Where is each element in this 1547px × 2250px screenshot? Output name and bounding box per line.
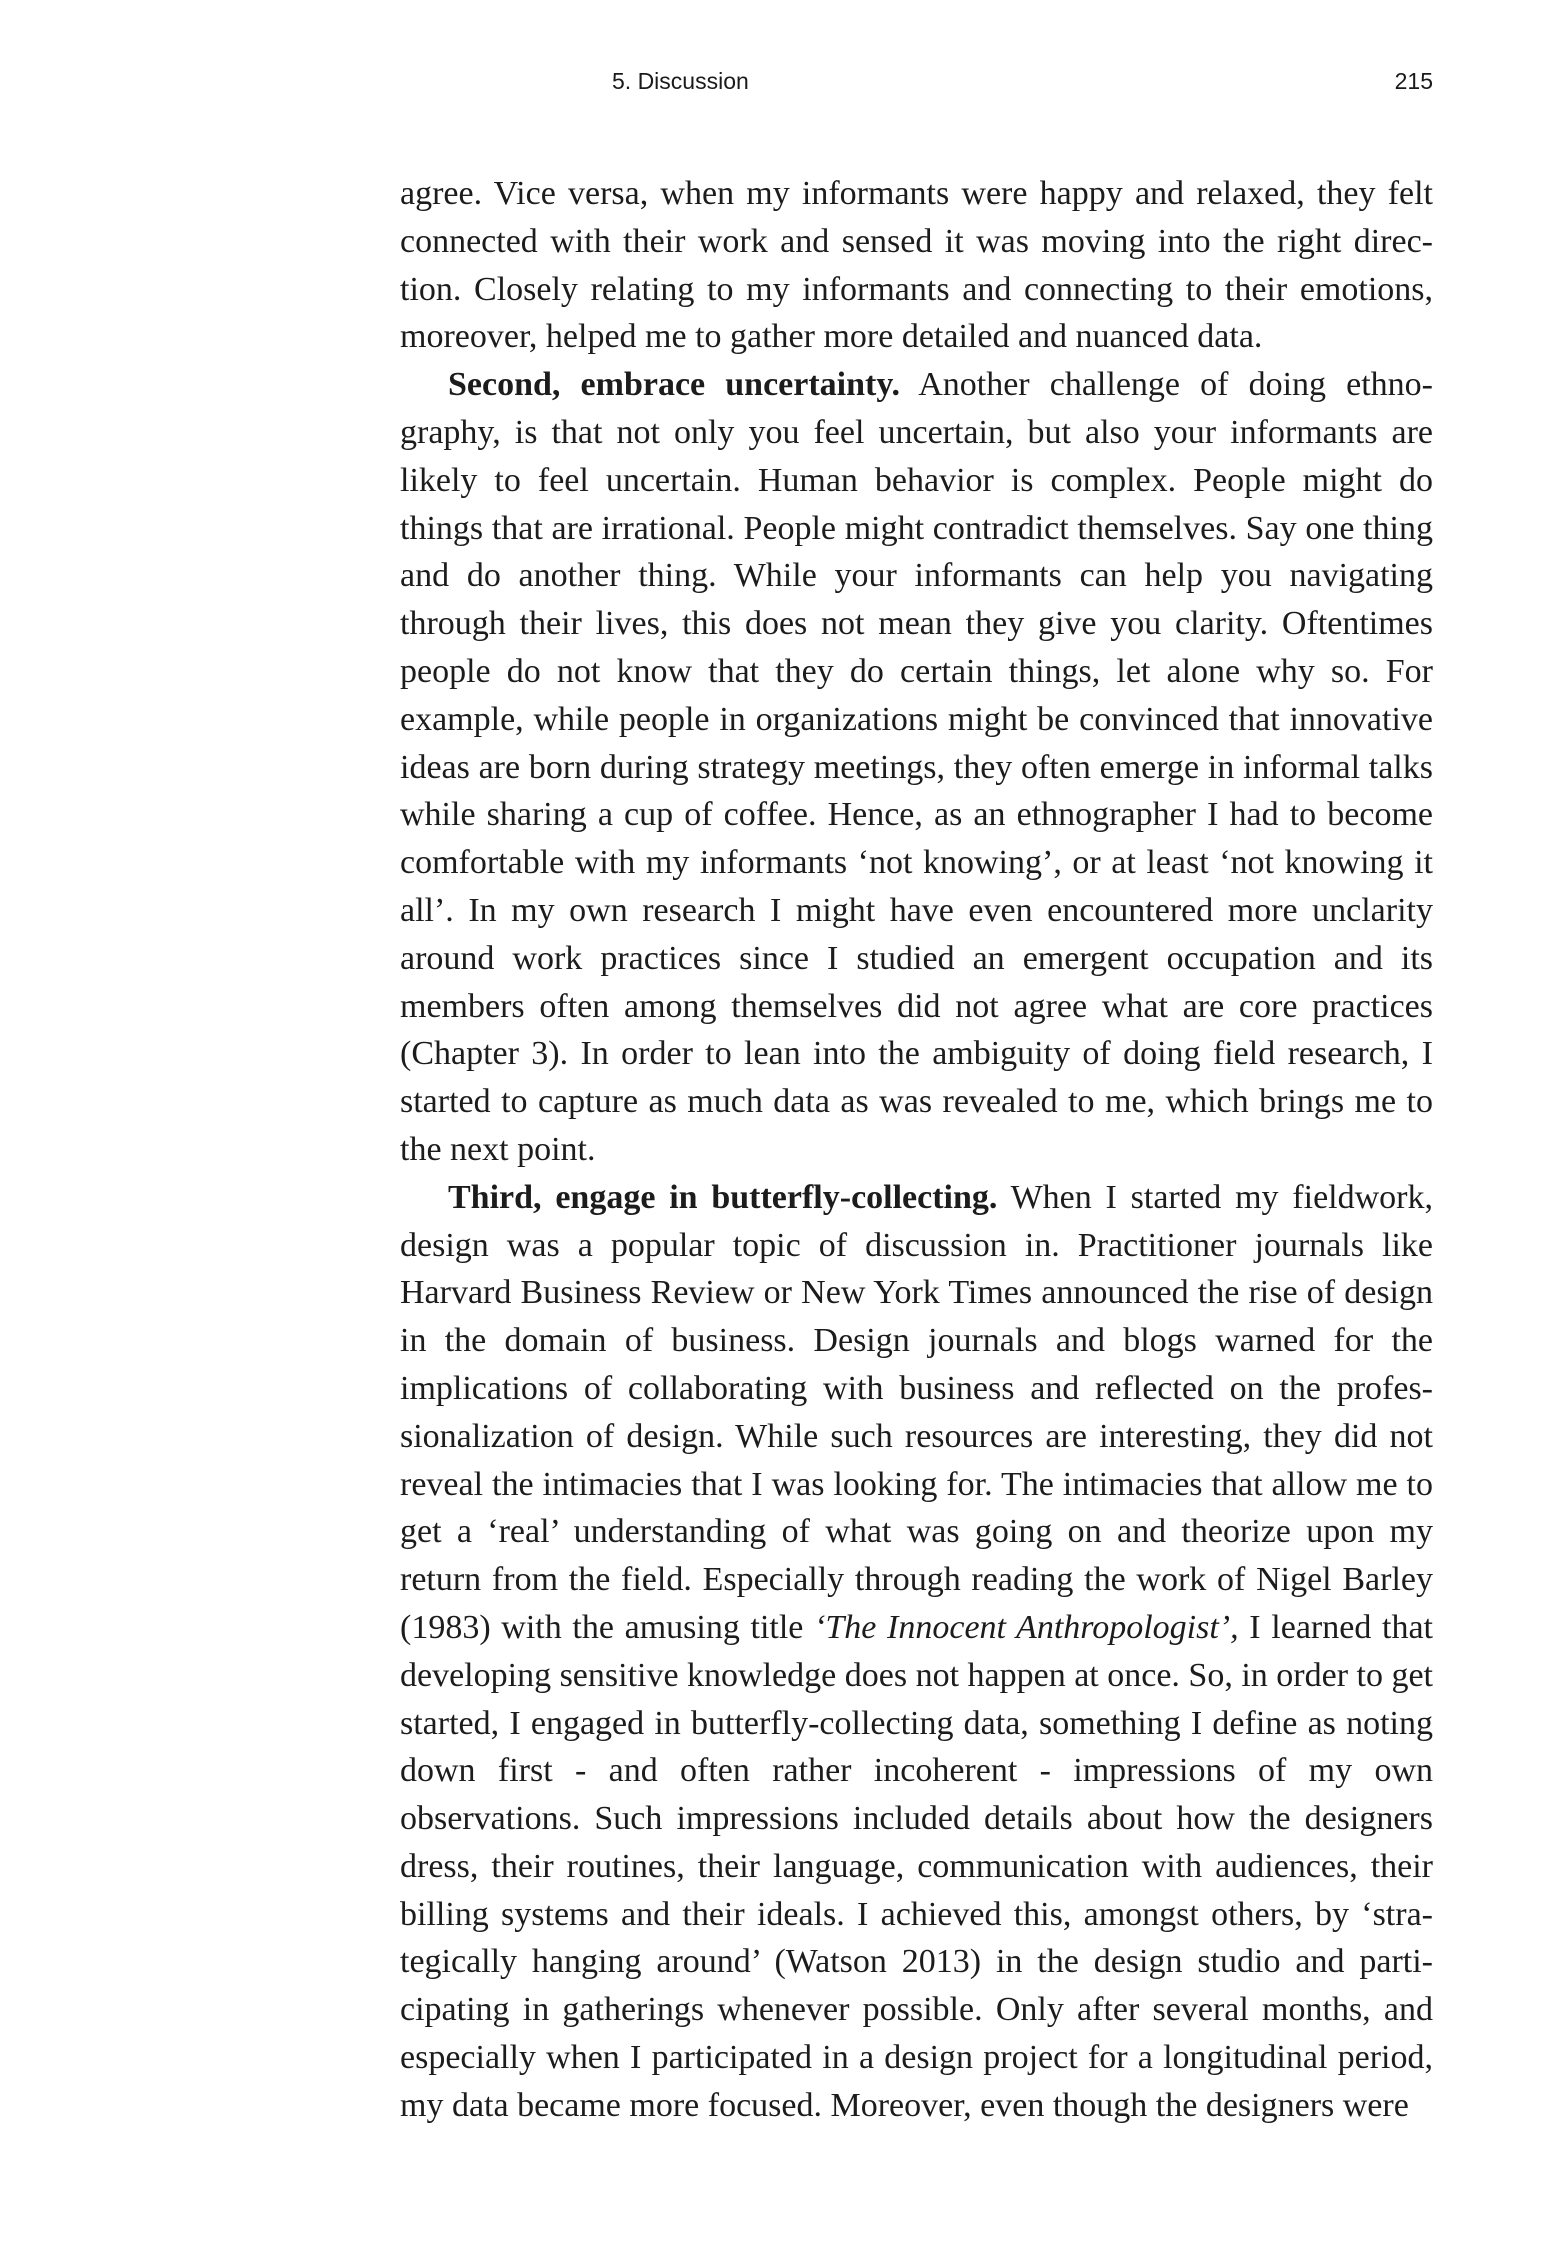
paragraph-2-text: Another challenge of doing ethnography, is that not only you feel uncertain, but also your informants are likely to feel uncertain. Human behavior is complex. People might do things that are irrational. People might contradict themselves. Say one thing and do another thing. While your informants can help you navigating through their lives, this does not mean they give you clarity. Oftentimes people do not know that they do certain things, let alone why so. For example, while people in organizations might be convinced that innovative ideas are born during strategy meetings, they often emerge in informal talks while sharing a cup of coffee. Hence, as an ethnographer I had to become comfortable with my informants ‘not knowing’, or at least ‘not knowing it all’. In my own research I might have even encountered more unclarity around work practices since I studied an emergent occupation and its members often among themselves did not agree what are core practices (Chapter 3). In order to lean into the ambiguity of doing field research, I started to capture as much data as was revealed to me, which brings me to the next point. [400,366,1433,1168]
paragraph-3-text-after: I learned that developing sensitive knowledge does not happen at once. So, in order to get started, I engaged in butterfly-collecting data, something I define as noting down first - and often rather incoherent - impressions of my own observations. Such impressions included details about how the designers dress, their routines, their language, communication with audiences, their billing systems and their ideals. I achieved this, amongst others, by ‘strategically hanging around’ (Watson 2013) in the design studio and participating in gatherings whenever possible. Only after several months, and especially when I participated in a design project for a longitudinal period, my data became more focused. Moreover, even though the designers were [400,1608,1433,2124]
page-number: 215 [1394,68,1433,94]
book-title-reference: ‘The Innocent Anthropologist’, [814,1608,1239,1646]
section-title: 5. Discussion [612,68,749,94]
paragraph-2 [400,361,1433,1174]
paragraph-1-text: agree. Vice versa, when my informants were happy and relaxed, they felt connected with their work and sensed it was moving into the right direction. Closely relating to my informants and connecting to their emotions, moreover, helped me to gather more detailed and nuanced data. [400,175,1433,356]
body-text [400,170,1433,2130]
paragraph-3-text-before: When I started my fieldwork, design was a popular topic of discussion in. Practitioner journals like Harvard Business Review or New York Times announced the rise of design in the domain of business. Design journals and blogs warned for the implications of collaborating with business and reflected on the professionalization of design. While such resources are interesting, they did not reveal the intimacies that I was looking for. The intimacies that allow me to get a ‘real’ understanding of what was going on and theorize upon my return from the field. Especially through reading the work of Nigel Barley (1983) with the amusing title [400,1178,1433,1646]
paragraph-1 [400,170,1433,361]
paragraph-2-lead: Second, embrace uncertainty. [448,366,900,404]
paragraph-3-lead: Third, engage in butterfly-collecting. [448,1178,998,1216]
paragraph-3 [400,1174,1433,2130]
running-head [400,68,1433,108]
